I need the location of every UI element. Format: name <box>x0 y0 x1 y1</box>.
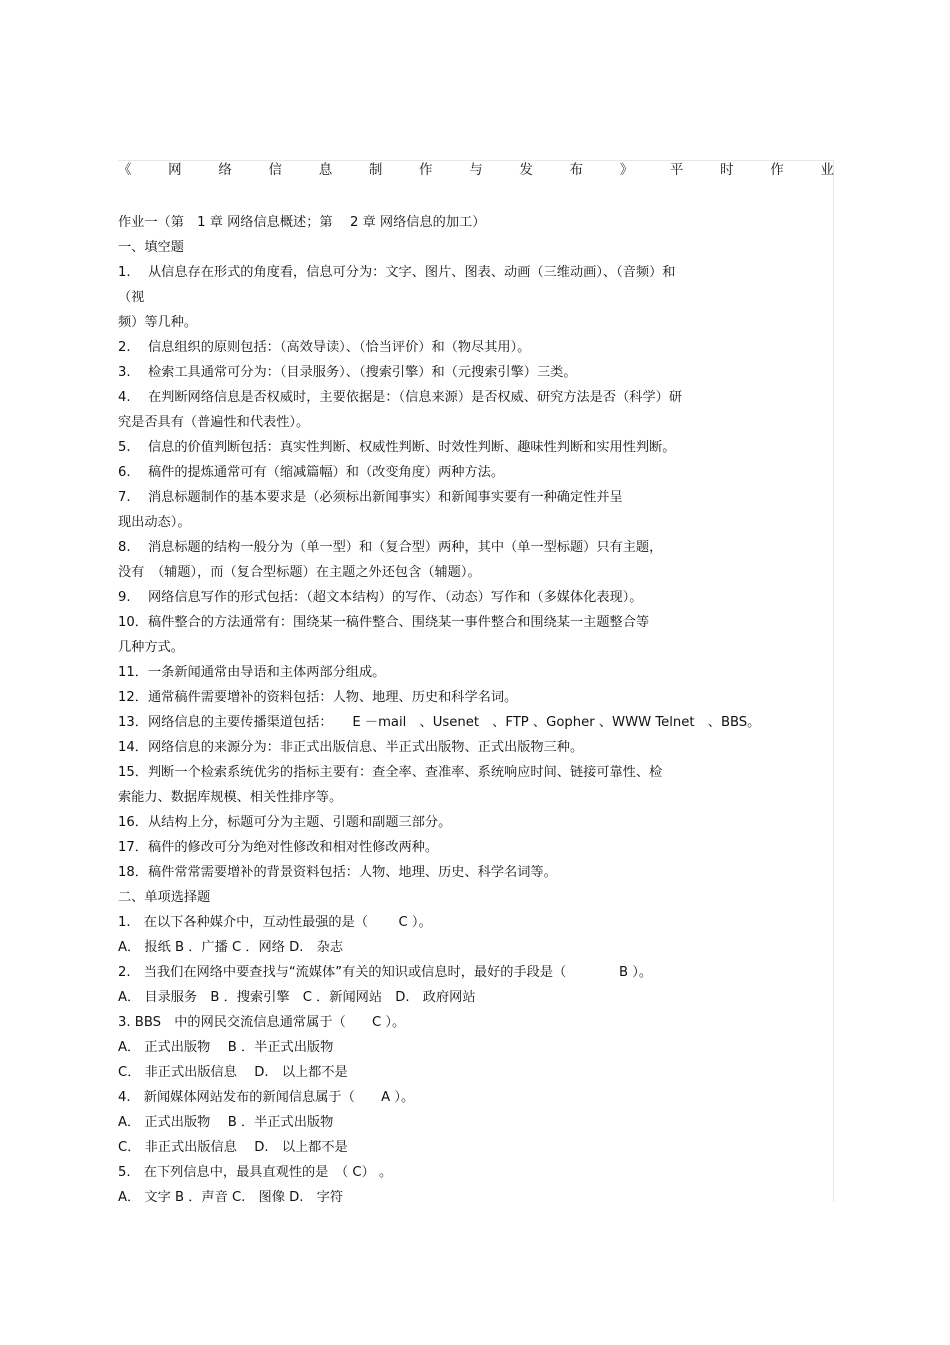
title-char: 业 <box>820 162 834 178</box>
text-line: 18．稿件常常需要增补的背景资料包括：人物、地理、历史、科学名词等。 <box>118 865 557 880</box>
text-line: 2. 当我们在网络中要查找与“流媒体”有关的知识或信息时，最好的手段是（ B ）。 <box>118 965 653 980</box>
text-line: A． 报纸 B ．广播 C ．网络 D. 杂志 <box>118 940 344 955</box>
title-char: 发 <box>519 162 533 178</box>
text-line: A． 正式出版物 B ．半正式出版物 <box>118 1115 334 1130</box>
text-line: （视 <box>118 290 145 305</box>
title-char: 信 <box>268 162 283 178</box>
text-line: 15．判断一个检索系统优劣的指标主要有：查全率、查准率、系统响应时间、链接可靠性、检 <box>118 765 663 780</box>
text-line: 1. 在以下各种媒介中，互动性最强的是（ C ）。 <box>118 915 432 930</box>
document-body <box>118 210 838 1210</box>
section-heading: 作业一（第 1 章 网络信息概述；第 2 章 网络信息的加工） <box>118 215 486 230</box>
title-char: 布 <box>569 162 584 178</box>
text-line: 8. 消息标题的结构一般分为（单一型）和（复合型）两种，其中（单一型标题）只有主题， <box>118 540 663 555</box>
title-char: 时 <box>720 162 734 178</box>
text-line: 7. 消息标题制作的基本要求是（必须标出新闻事实）和新闻事实要有一种确定性并呈 <box>118 490 623 505</box>
title-char: 息 <box>318 162 333 178</box>
text-line: 索能力、数据库规模、相关性排序等。 <box>118 790 343 805</box>
text-line: 16．从结构上分，标题可分为主题、引题和副题三部分。 <box>118 815 452 830</box>
text-line: 13．网络信息的主要传播渠道包括： E －mail 、Usenet 、FTP 、Gopher 、WWW Telnet 、BBS。 <box>118 715 761 730</box>
text-line: 没有 （辅题），而（复合型标题）在主题之外还包含（辅题）。 <box>118 565 481 580</box>
title-char: 与 <box>469 162 483 178</box>
page-title <box>118 158 834 180</box>
text-line: 17．稿件的修改可分为绝对性修改和相对性修改两种。 <box>118 840 439 855</box>
text-line: 3. 检索工具通常可分为：（目录服务）、（搜索引擎）和（元搜索引擎）三类。 <box>118 365 577 380</box>
text-line: 3. BBS 中的网民交流信息通常属于（ C ）。 <box>118 1015 406 1030</box>
text-line: 4. 新闻媒体网站发布的新闻信息属于（ A ）。 <box>118 1090 415 1105</box>
text-line: 5. 在下列信息中，最具直观性的是 （ C） 。 <box>118 1165 393 1180</box>
text-line: 10．稿件整合的方法通常有：围绕某一稿件整合、围绕某一事件整合和围绕某一主题整合等 <box>118 615 650 630</box>
title-char: 网 <box>168 162 182 178</box>
title-char: 平 <box>669 162 684 178</box>
text-line: 2. 信息组织的原则包括：（高效导读）、（恰当评价）和（物尽其用）。 <box>118 340 531 355</box>
text-line: 9. 网络信息写作的形式包括：（超文本结构）的写作、（动态）写作和（多媒体化表现）。 <box>118 590 643 605</box>
text-line: 4. 在判断网络信息是否权威时，主要依据是：（信息来源）是否权威、研究方法是否（科学）研 <box>118 390 683 405</box>
section-heading: 一、填空题 <box>118 240 184 255</box>
section-heading: 二、单项选择题 <box>118 890 211 905</box>
title-char: 作 <box>770 162 784 178</box>
text-line: 11．一条新闻通常由导语和主体两部分组成。 <box>118 665 386 680</box>
text-line: 12．通常稿件需要增补的资料包括：人物、地理、历史和科学名词。 <box>118 690 518 705</box>
text-line: A． 目录服务 B ．搜索引擎 C ．新闻网站 D. 政府网站 <box>118 990 476 1005</box>
title-char: 络 <box>218 162 232 178</box>
text-line: 1. 从信息存在形式的角度看，信息可分为：文字、图片、图表、动画（三维动画）、（音频）和 <box>118 265 676 280</box>
title-char: 作 <box>419 162 433 178</box>
title-char: 《 <box>118 162 132 178</box>
text-line: 5. 信息的价值判断包括：真实性判断、权威性判断、时效性判断、趣味性判断和实用性判断。 <box>118 440 676 455</box>
text-line: A． 文字 B ．声音 C. 图像 D. 字符 <box>118 1190 344 1205</box>
text-line: 频）等几种。 <box>118 315 198 330</box>
text-line: C． 非正式出版信息 D. 以上都不是 <box>118 1140 348 1155</box>
text-line: C． 非正式出版信息 D. 以上都不是 <box>118 1065 348 1080</box>
text-line: 几种方式。 <box>118 640 184 655</box>
title-char: 》 <box>619 162 634 178</box>
text-line: 现出动态）。 <box>118 515 191 530</box>
text-line: 14．网络信息的来源分为：非正式出版信息、半正式出版物、正式出版物三种。 <box>118 740 584 755</box>
text-line: 究是否具有（普遍性和代表性）。 <box>118 415 310 430</box>
title-char: 制 <box>368 162 383 178</box>
text-line: A． 正式出版物 B ．半正式出版物 <box>118 1040 334 1055</box>
text-line: 6. 稿件的提炼通常可有（缩减篇幅）和（改变角度）两种方法。 <box>118 465 505 480</box>
